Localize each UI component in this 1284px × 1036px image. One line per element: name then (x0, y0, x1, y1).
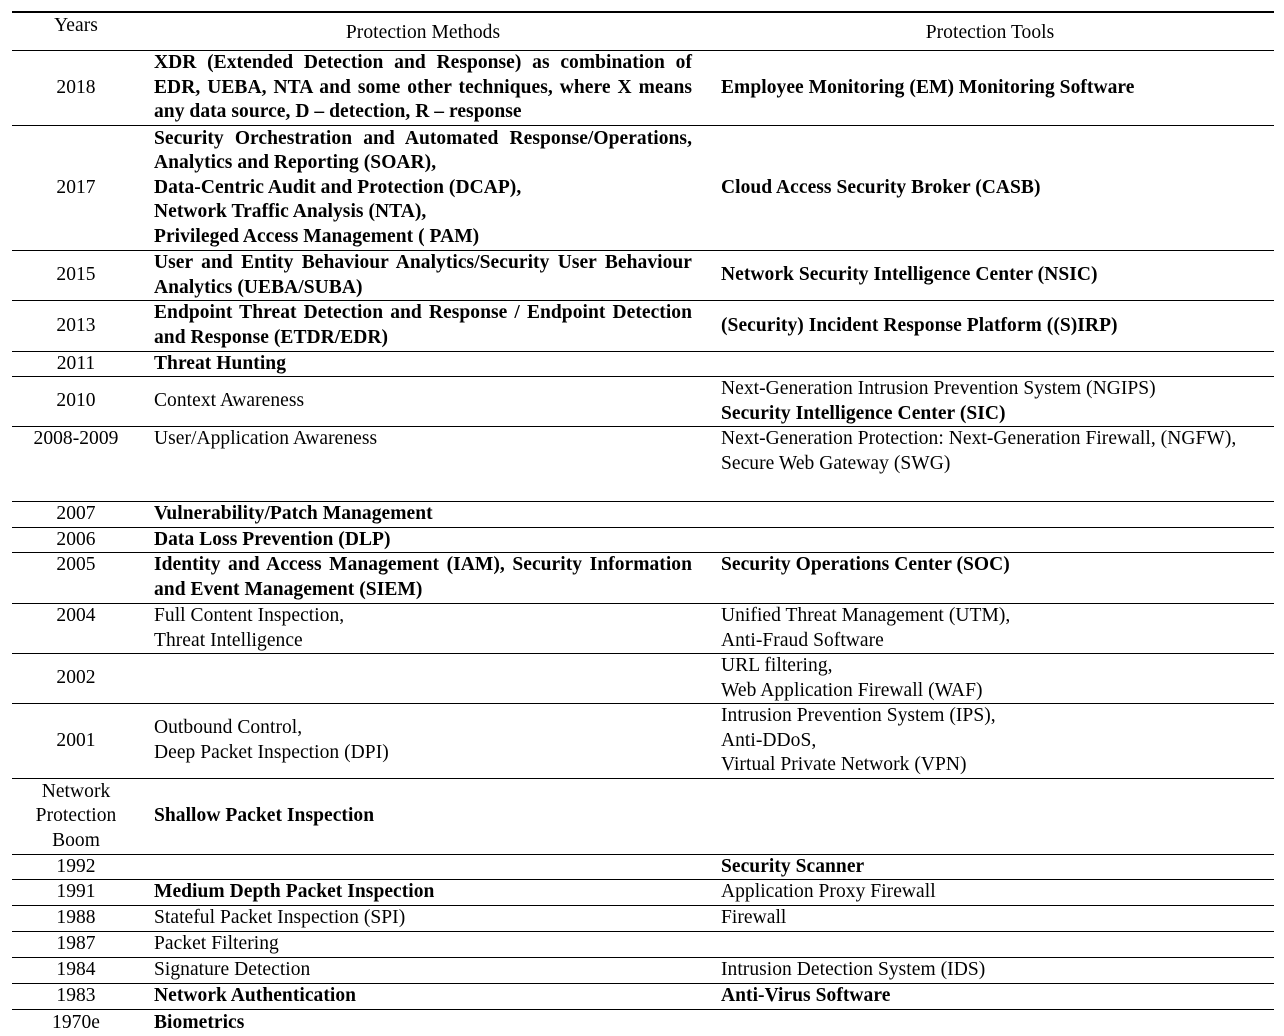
table-row (12, 880, 1274, 906)
tool-cell (721, 51, 1259, 125)
method-cell (154, 855, 692, 879)
tool-line: Web Application Firewall (WAF) (721, 679, 983, 701)
tool-cell (721, 984, 1259, 1009)
method-text: XDR (Extended Detection and Response) as combination of EDR, UEBA, NTA and some other techniques, where X means any data source, D – detection, R – response (154, 52, 692, 123)
table-row (12, 427, 1274, 502)
tool-cell (721, 352, 1259, 376)
year-line: Network (41, 780, 111, 802)
method-line: Data-Centric Audit and Protection (DCAP), (154, 176, 522, 198)
tool-line: Next-Generation Intrusion Prevention System (NGIPS) (721, 377, 1156, 399)
method-cell (154, 604, 692, 653)
year-cell: 2005 (56, 554, 96, 575)
method-text: Stateful Packet Inspection (SPI) (154, 907, 406, 929)
year-cell: 2006 (56, 528, 96, 550)
method-text: Threat Hunting (154, 352, 286, 374)
method-line: Outbound Control, (154, 717, 303, 739)
tool-cell (721, 779, 1259, 854)
table-row (12, 301, 1274, 352)
table-row (12, 51, 1274, 126)
method-cell (154, 502, 692, 527)
tool-text: Cloud Access Security Broker (CASB) (721, 176, 1041, 198)
method-cell (154, 984, 692, 1009)
method-text: Endpoint Threat Detection and Response / Endpoint Detection and Response (ETDR/EDR) (154, 302, 692, 348)
method-text: Context Awareness (154, 390, 305, 412)
table-row (12, 855, 1274, 880)
year-line: Protection (35, 805, 117, 827)
method-cell (154, 932, 692, 957)
method-cell (154, 779, 692, 854)
tool-line: Secure Web Gateway (SWG) (721, 452, 951, 474)
year-cell: 2002 (56, 667, 96, 689)
year-cell: 2007 (56, 503, 96, 525)
tool-cell (721, 528, 1259, 552)
method-text: Signature Detection (154, 959, 311, 981)
method-cell (154, 654, 692, 703)
table-row (12, 528, 1274, 553)
table-row (12, 604, 1274, 654)
header-years: Years (54, 15, 98, 36)
tool-line: Security Intelligence Center (SIC) (721, 402, 1006, 424)
year-cell: 1984 (56, 959, 96, 981)
year-line: Boom (52, 829, 100, 851)
year-cell: 2008-2009 (33, 428, 119, 449)
method-cell (154, 377, 692, 426)
method-cell (154, 251, 692, 300)
method-line: Deep Packet Inspection (DPI) (154, 742, 389, 763)
method-cell (154, 906, 692, 931)
tool-cell (721, 855, 1259, 879)
table-row (12, 251, 1274, 301)
method-cell (154, 528, 692, 552)
method-cell (154, 958, 692, 983)
method-cell (154, 51, 692, 125)
tool-line: Unified Threat Management (UTM), (721, 605, 1011, 626)
method-text: Data Loss Prevention (DLP) (154, 528, 391, 550)
year-cell: 2015 (56, 264, 96, 286)
method-cell (154, 352, 692, 376)
year-cell: 2001 (56, 729, 96, 751)
tool-line: Anti-DDoS, (721, 729, 817, 751)
tool-line: Intrusion Prevention System (IPS), (721, 705, 996, 727)
method-text: Vulnerability/Patch Management (154, 503, 433, 525)
table-row (12, 958, 1274, 984)
method-text: User/Application Awareness (154, 428, 378, 449)
table-row (12, 1010, 1274, 1036)
method-text: Packet Filtering (154, 933, 279, 955)
tool-cell (721, 553, 1259, 603)
tool-text: Intrusion Detection System (IDS) (721, 959, 986, 981)
tool-cell (721, 251, 1259, 300)
method-line: Security Orchestration and Automated Response/Operations, Analytics and Reporting (SOAR), (154, 127, 692, 174)
tool-cell (721, 906, 1259, 931)
year-cell: 1987 (56, 933, 96, 955)
tool-cell (721, 301, 1259, 351)
tool-text: Anti-Virus Software (721, 985, 891, 1007)
table-row (12, 377, 1274, 427)
year-cell: 1983 (56, 985, 96, 1007)
year-cell (12, 779, 140, 854)
method-line: Network Traffic Analysis (NTA), (154, 201, 427, 223)
tool-cell (721, 704, 1259, 778)
table-body (12, 51, 1274, 1036)
year-cell: 2013 (56, 314, 96, 336)
table-row (12, 126, 1274, 251)
tool-text: Network Security Intelligence Center (NSIC) (721, 264, 1098, 286)
tool-cell (721, 604, 1259, 653)
tool-cell (721, 654, 1259, 703)
method-line: Threat Intelligence (154, 629, 303, 651)
table-row (12, 932, 1274, 958)
tool-cell (721, 427, 1259, 501)
tool-cell (721, 502, 1259, 527)
header-protection-tools: Protection Tools (925, 22, 1055, 43)
method-text: Shallow Packet Inspection (154, 805, 375, 827)
method-cell (154, 553, 692, 603)
table-row (12, 553, 1274, 604)
method-text: Network Authentication (154, 985, 357, 1007)
year-cell: 1988 (56, 907, 96, 929)
tool-text: Employee Monitoring (EM) Monitoring Software (721, 76, 1135, 98)
table-header-row (12, 13, 1274, 51)
tool-line: Anti-Fraud Software (721, 629, 884, 651)
table-row (12, 779, 1274, 855)
tool-cell (721, 880, 1259, 905)
tool-text: Security Scanner (721, 855, 865, 877)
method-cell (154, 427, 692, 501)
year-cell: 1991 (56, 881, 96, 903)
header-protection-methods: Protection Methods (345, 22, 501, 43)
method-cell (154, 704, 692, 778)
method-text: Medium Depth Packet Inspection (154, 881, 435, 903)
tool-cell (721, 1010, 1259, 1036)
method-text: User and Entity Behaviour Analytics/Security User Behaviour Analytics (UEBA/SUBA) (154, 251, 692, 298)
method-cell (154, 1010, 692, 1036)
method-line: Full Content Inspection, (154, 605, 345, 626)
tool-cell (721, 932, 1259, 957)
method-text: Identity and Access Management (IAM), Security Information and Event Management (SIEM) (154, 554, 692, 600)
tool-line: Virtual Private Network (VPN) (721, 754, 967, 776)
tool-text: Application Proxy Firewall (721, 881, 936, 903)
tool-text: (Security) Incident Response Platform ((S)IRP) (721, 314, 1118, 336)
table-row (12, 352, 1274, 377)
table-row (12, 502, 1274, 528)
year-cell: 2011 (56, 352, 96, 374)
tool-cell (721, 377, 1259, 426)
table-row (12, 654, 1274, 704)
year-cell: 2018 (56, 76, 96, 98)
tool-text: Firewall (721, 907, 787, 929)
method-line: Privileged Access Management ( PAM) (154, 225, 480, 247)
table-row (12, 704, 1274, 779)
tool-text: Security Operations Center (SOC) (721, 554, 1010, 575)
tool-paragraph: Next-Generation Protection: Next-Generation Firewall, (NGFW), (721, 428, 1237, 449)
year-cell: 2004 (56, 605, 96, 626)
table-row (12, 906, 1274, 932)
method-text: Biometrics (154, 1011, 245, 1033)
year-cell: 2017 (56, 176, 96, 198)
year-cell: 1970e (52, 1011, 100, 1033)
table-row (12, 984, 1274, 1010)
tool-cell (721, 958, 1259, 983)
method-cell (154, 880, 692, 905)
protection-history-table (12, 11, 1274, 1036)
method-cell (154, 126, 692, 250)
year-cell: 2010 (56, 390, 96, 412)
tool-cell (721, 126, 1259, 250)
year-cell: 1992 (56, 855, 96, 877)
method-cell (154, 301, 692, 351)
tool-line: URL filtering, (721, 654, 833, 676)
